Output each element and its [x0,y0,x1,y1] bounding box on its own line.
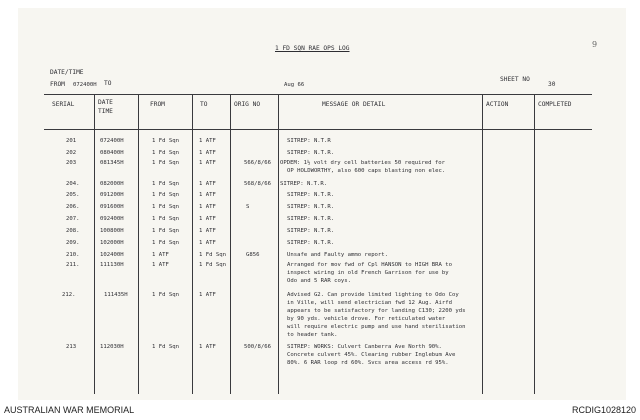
message-line: will require electric pump and use hand sterilisation [287,324,466,330]
serial-cell: 205. [66,192,80,198]
from-cell: 1 Fd Sqn [152,192,179,198]
to-cell: 1 ATF [199,160,216,166]
to-cell: 1 ATF [199,138,216,144]
time-cell: 091600H [100,204,124,210]
col-to: TO [200,101,208,108]
table-row [0,293,640,343]
orig-cell: 566/8/66 [244,160,271,166]
col-action: ACTION [486,101,509,108]
message-line: 80%. 6 RAR loop rd 60%. Svcs area access rd 95%. [287,360,449,366]
table-row [0,193,640,202]
col-message: MESSAGE OR DETAIL [322,101,386,108]
to-cell: 1 ATF [199,216,216,222]
from-cell: 1 Fd Sqn [152,150,179,156]
message-line: Odo and 5 RAR coys. [287,278,351,284]
from-cell: 1 Fd Sqn [152,181,179,187]
time-cell: 100800H [100,228,124,234]
message-line: SITREP: N.T.R. [287,216,335,222]
corner-mark: 9 [592,40,598,49]
serial-cell: 211. [66,262,80,268]
month-year: Aug 66 [284,82,305,88]
message-line: to header tank. [287,332,338,338]
serial-cell: 213 [66,344,77,350]
time-cell: 112030H [100,344,124,350]
message-line: SITREP: N.T.R. [287,240,335,246]
serial-cell: 209. [66,240,80,246]
sheet-number: 30 [548,81,556,88]
message-line: SITREP: WORKS: Culvert Canberra Ave North 90%. [287,344,442,350]
from-cell: 1 Fd Sqn [152,240,179,246]
table-top-rule [44,94,592,95]
message-line: by 90 yds. vehicle drove. For reticulated water [287,316,446,322]
serial-cell: 204. [66,181,80,187]
col-date-time: DATE TIME [98,99,113,115]
orig-cell: G856 [246,252,260,258]
from-cell: 1 Fd Sqn [152,204,179,210]
to-cell: 1 ATF [199,292,216,298]
table-row [0,182,640,191]
orig-cell: S [246,204,250,210]
time-cell: 091200H [100,192,124,198]
message-line: in Ville, will send electrician fwd 12 Aug. Airfd [287,300,453,306]
table-row [0,139,640,148]
serial-cell: 203 [66,160,77,166]
serial-cell: 201 [66,138,77,144]
from-label: FROM [50,81,65,88]
from-cell: 1 Fd Sqn [152,292,179,298]
message-line: SITREP: N.T.R. [287,204,335,210]
to-cell: 1 ATF [199,204,216,210]
time-cell: 102400H [100,252,124,258]
time-cell: 072400H [100,138,124,144]
footer-archive-name: AUSTRALIAN WAR MEMORIAL [4,405,135,415]
col-serial: SERIAL [52,101,75,108]
to-cell: 1 ATF [199,181,216,187]
message-line: appears to be satisfactory for landing C130; 2200 yds [287,308,466,314]
date-time-label: DATE/TIME [50,69,84,76]
message-line: Advised G2. Can provide limited lighting to Odo Coy [287,292,459,298]
time-cell: 102000H [100,240,124,246]
serial-cell: 207. [66,216,80,222]
message-line: inspect wiring in old French Garrison for use by [287,270,449,276]
to-cell: 1 ATF [199,344,216,350]
time-cell: 080400H [100,150,124,156]
message-line: OPDEM: 1½ volt dry cell batteries 50 required for [280,160,446,166]
message-line: SITREP: N.T.R. [287,150,335,156]
message-line: SITREP: N.T.R. [287,228,335,234]
time-cell: 082000H [100,181,124,187]
footer-record-id: RCDIG1028120 [571,405,636,415]
serial-cell: 210. [66,252,80,258]
col-orig-no: ORIG NO [234,101,261,108]
serial-cell: 202 [66,150,77,156]
from-cell: 1 Fd Sqn [152,138,179,144]
table-row [0,345,640,373]
table-row [0,229,640,238]
from-cell: 1 Fd Sqn [152,216,179,222]
to-cell: 1 Fd Sqn [199,252,226,258]
col-from: FROM [150,101,165,108]
serial-cell: 208. [66,228,80,234]
message-line: Arranged for mov fwd of Cpl HANSON to HIGH BRA to [287,262,453,268]
time-cell: 081345H [100,160,124,166]
to-label: TO [104,80,112,87]
table-row [0,253,640,262]
serial-cell: 206. [66,204,80,210]
time-cell: 111130H [100,262,124,268]
to-cell: 1 Fd Sqn [199,262,226,268]
serial-cell: 212. [62,292,76,298]
from-cell: 1 Fd Sqn [152,228,179,234]
message-line: OP HOLDWORTHY, also 600 caps blasting non elec. [287,168,446,174]
message-line: SITREP: N.T.R. [280,181,328,187]
from-cell: 1 Fd Sqn [152,344,179,350]
time-cell: 092400H [100,216,124,222]
sheet-label: SHEET NO [500,76,530,83]
col-completed: COMPLETED [538,101,572,108]
table-row [0,205,640,214]
archive-footer [0,400,640,420]
table-row [0,161,640,179]
time-cell: 111435H [104,292,128,298]
from-value: 072400H [73,82,97,88]
log-title: 1 FD SQN RAE OPS LOG [275,45,350,52]
from-cell: 1 ATF [152,262,169,268]
to-cell: 1 ATF [199,228,216,234]
to-cell: 1 ATF [199,240,216,246]
table-row [0,263,640,289]
to-cell: 1 ATF [199,192,216,198]
from-cell: 1 Fd Sqn [152,160,179,166]
table-row [0,241,640,250]
from-cell: 1 ATF [152,252,169,258]
orig-cell: 500/8/66 [244,344,271,350]
table-header-rule [44,129,592,130]
orig-cell: 568/8/66 [244,181,271,187]
message-line: SITREP: N.T.R. [287,192,335,198]
message-line: Concrete culvert 45%. Clearing rubber Inglebum Ave [287,352,456,358]
message-line: SITREP: N.T.R [287,138,331,144]
message-line: Unsafe and Faulty ammo report. [287,252,389,258]
table-row [0,217,640,226]
table-row [0,151,640,160]
to-cell: 1 ATF [199,150,216,156]
